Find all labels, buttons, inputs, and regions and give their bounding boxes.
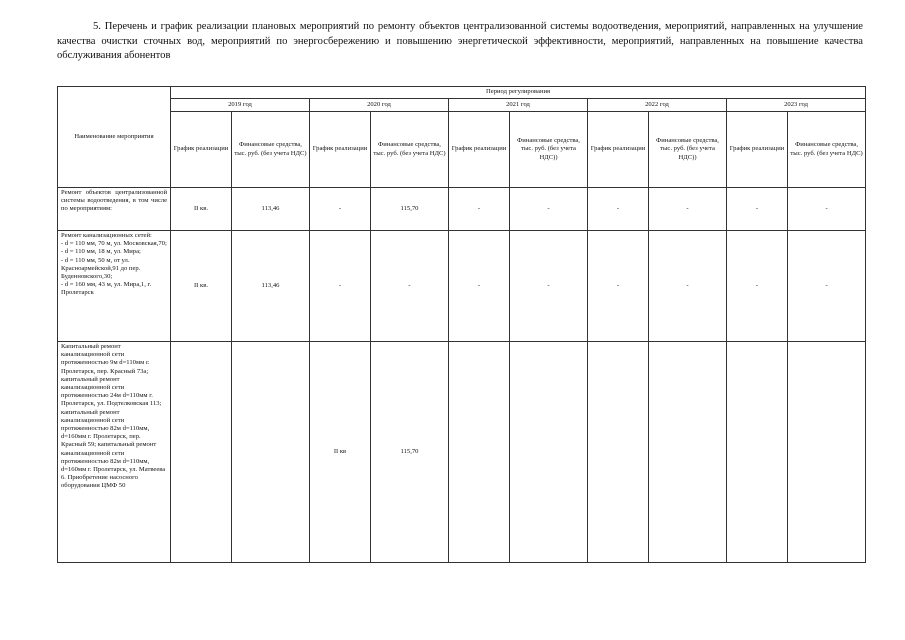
year-2019-header: 2019 год — [171, 99, 310, 112]
table-cell: - — [727, 188, 788, 231]
table-row — [58, 231, 866, 342]
table-cell: II кв. — [171, 188, 232, 231]
table-cell: - — [727, 231, 788, 342]
year-2023-header: 2023 год — [727, 99, 866, 112]
year-2022-header: 2022 год — [588, 99, 727, 112]
table-cell: - — [310, 231, 371, 342]
table-cell: - — [788, 231, 866, 342]
activity-name: Капитальный ремонт канализационной сети протяженностью 9м d=110мм г. Пролетарск, пер. Красный 73а; капитальный ремонт канализационной сети протяженностью 24м d=110мм г. Пролетарск, ул. Подтелковская 113; капитальный ремонт канализационной сети протяженностью 82м d=110мм, d=160мм г. Пролетарск, пер. Красный 59; капитальный ремонт канализационной сети протяженностью 82м d=110мм, d=160мм г. Пролетарск, ул. Матвеева 6. Приобретение насосного оборудования ЦМФ 50 — [58, 342, 171, 563]
table-cell: - — [788, 188, 866, 231]
table-cell: - — [449, 188, 510, 231]
schedule-header: График реализации — [310, 112, 371, 188]
table-cell: - — [588, 188, 649, 231]
table-cell — [510, 342, 588, 563]
table-cell — [232, 342, 310, 563]
table-row — [58, 342, 866, 563]
table-cell: - — [510, 188, 588, 231]
section-heading: 5. Перечень и график реализации плановых мероприятий по ремонту объектов централизованной системы водоотведения, мероприятий, направленных на улучшение качества очистки сточных вод, мероприятий по энергосбережению и повышению энергетической эффективности, мероприятий, направленных на повышение качества обслуживания абонентов — [57, 21, 863, 61]
finance-header: Финансовые средства, тыс. руб. (без учета НДС) — [232, 112, 310, 188]
table-cell — [727, 342, 788, 563]
table-cell — [449, 342, 510, 563]
year-2020-header: 2020 год — [310, 99, 449, 112]
schedule-header: График реализации — [588, 112, 649, 188]
table-cell: - — [649, 188, 727, 231]
table-cell: II кв — [310, 342, 371, 563]
table-cell: 115,70 — [371, 342, 449, 563]
activity-name: Ремонт объектов централизованной системы водоотведения, в том числе по мероприятиям: — [58, 188, 171, 231]
table-cell: 115,70 — [371, 188, 449, 231]
table-cell — [649, 342, 727, 563]
finance-header: Финансовые средства, тыс. руб. (без учета НДС) — [788, 112, 866, 188]
table-cell: - — [371, 231, 449, 342]
table-cell: 113,46 — [232, 188, 310, 231]
finance-header: Финансовые средства, тыс. руб. (без учета НДС)) — [510, 112, 588, 188]
table-cell: - — [588, 231, 649, 342]
table-cell: 113,46 — [232, 231, 310, 342]
table-cell — [171, 342, 232, 563]
table-cell: - — [310, 188, 371, 231]
finance-header: Финансовые средства, тыс. руб. (без учета НДС) — [371, 112, 449, 188]
period-header: Период регулирования — [171, 87, 866, 99]
table-row — [58, 188, 866, 231]
table-cell — [788, 342, 866, 563]
schedule-header: График реализации — [727, 112, 788, 188]
activities-table — [57, 86, 866, 563]
table-cell: - — [449, 231, 510, 342]
finance-header: Финансовые средства, тыс. руб. (без учета НДС)) — [649, 112, 727, 188]
schedule-header: График реализации — [171, 112, 232, 188]
table-cell: - — [649, 231, 727, 342]
year-2021-header: 2021 год — [449, 99, 588, 112]
table-cell: II кв. — [171, 231, 232, 342]
schedule-header: График реализации — [449, 112, 510, 188]
table-cell: - — [510, 231, 588, 342]
name-header: Наименование мероприятия — [58, 87, 171, 188]
activity-name: Ремонт канализационных сетей: - d = 110 мм, 70 м, ул. Московская,70; - d = 110 мм, 18 м, ул. Мира; - d = 110 мм, 50 м, от ул. Красноармейской,91 до пер. Буденновского,30; - d = 160 мм, 43 м, ул. Мира,1, г. Пролетарск — [61, 232, 167, 297]
table-cell — [588, 342, 649, 563]
